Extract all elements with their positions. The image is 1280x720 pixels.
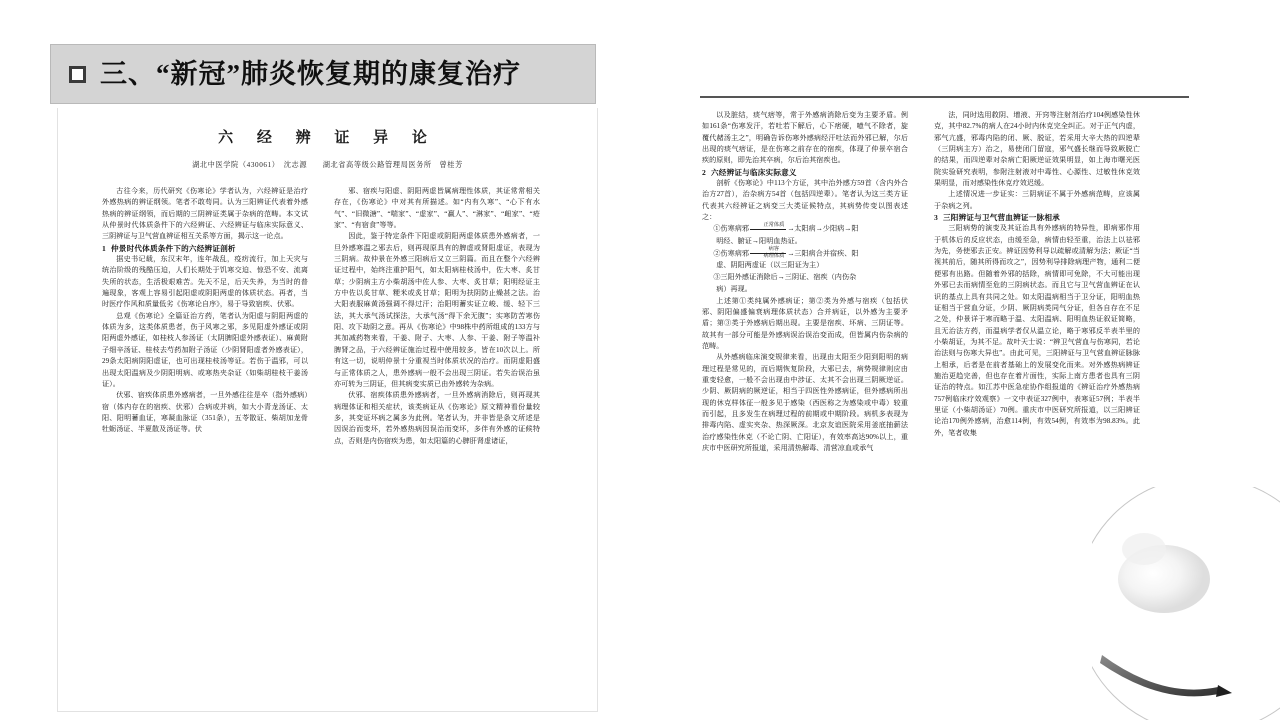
square-outline-icon — [69, 66, 86, 83]
page-title: 三、“新冠”肺炎恢复期的康复治疗 — [100, 58, 521, 89]
article-paragraph: 伏邪、宿疾体质患外感病者，一旦外感病消除后，则再现其病理体证和相关症状，该类病证从《伤寒论》原文精神看份量较多，其变证坏病之属多为此例。笔者认为，并非皆是条文所述是因误治而变坏，若外感热病因误治而变坏，多伴有外感的证候特点，否则是内伤宿疾为患，如太阳篇的心脾肝肾虚诸证， — [334, 391, 540, 445]
article-paragraph: 上述情况进一步证实：三阴病证不属于外感病范畴，应该属于杂病之列。 — [934, 190, 1140, 210]
left-page-column-1 — [102, 186, 308, 436]
section-heading-text: 三阳辨证与卫气营血辨证一脉相承 — [943, 213, 1060, 223]
right-page-column-2 — [934, 110, 1140, 439]
article-paragraph: 因此，鉴于特定条件下阳虚或阴阳两虚体质患外感病者，一旦外感寒温之邪去后，则再现原具有的脾虚或肾阳虚证，表现为三阴病。故仲景在外感三阳病后又立三阴篇。而且在整个六经辨证过程中，始终注重护阳气，如太阳病桂枝汤中，佐大枣、炙甘草；少阴病主方小柴胡汤中佐人参、大枣、炙甘草；阳明经证主方中佐以炙甘草、粳米或炙甘草；阳明为扶阴防止燥甚之法。治大阳表服麻黄汤强调不得过汗；治阳明蓄实证立峻、缓、轻下三法，其大承气汤试探法，大承气汤“得下余无腹”；实寒防苦寒伤阳、攻下劫阴之意。再从《伤寒论》中98株中药所组成的133方与其加减药物来看，干姜、附子、大枣、人参、干姜、附子等温补脾肾之品，于六经辨证施治过程中使用较多，皆在10次以上。所有这一切，说明仲景十分重视当时体质状况的治疗。而阴虚阳盛与正常体质之人，患外感病一般不会出现三阴证。若失治误治虽亦可转为三阴证，但其病变实质已由外感转为杂病。 — [334, 232, 540, 388]
article-title: 六 经 辨 证 异 论 — [218, 130, 437, 146]
article-paragraph: 三阳病势的演变及其证治具有外感病的特异性，即病邪作用于机体后的反应状态，由缓至急，病情由轻至重，治法上以祛邪为先，务使邪去正安。辨证因势利导以疏解或清解为法；厥证“当视其前后，随其所得而攻之”，因势利导排除病理产物，通利二便便邪有出路。但随着外邪的括除，病情即可免除，不大可能出现外邪已去而病情至危的三阴病状态。而且它与卫气营血辨证在认识的基点上具有共同之处。如太阳温病相当于卫分证，阳明血热证相当于营血分证，少阴、厥阴病类同气分证，但各自存在不足之处，仲景详于寒而略于温、太阳温病、阳明血热证叙证简略，且无治法方药，而温病学者仅从温立论，略于寒邪反半表半里的小柴胡证，为其不足。故叶天士说：“辨卫气营血与伤寒同，若论治法则与伤寒大异也”。由此可见，三阳辨证与卫气营血辨证脉脉上相承，后者是在前者基础上的发展变化而来。对外感热病辨证施治更趋完善，但也存在着片面性，实际上南方患者也具有三阴证治的特点。如江苏中医急症协作组报道的《辨证治疗外感热病757例临床疗效观察》一文中表证327例中，表寒证57例；半表半里证（小柴胡汤证）70例。重庆市中医研究所报道，以三阳辨证论治170例外感病，治愈114例，有效54例，有效率为98.83%。此外，笔者收集 — [934, 224, 1140, 437]
formula-line: ①伤寒病邪 正常体质 → 太阳病→少阳病→阳 — [713, 221, 859, 234]
formula-line: ③三阳外感证消除后→三阴证、宿疾（内伤杂 — [713, 273, 857, 282]
left-page-column-2 — [334, 186, 540, 447]
section-number: 3 — [934, 213, 938, 223]
section-heading — [102, 243, 308, 254]
section-number: 1 — [102, 243, 106, 253]
article-paragraph: 从外感病临床演变规律来看，出现由太阳至少阳到阳明的病理过程是常见的，而后期恢复阶段，大邪已去，病势规律则应由重变轻愈，一般不会出现由中涉证、太其不会出现三阴厥逆证。少阴、厥阴病的厥逆证，相当于四医性外感病证，但外感病所出现的休克样体征一般多见于感染（西医称之为感染或中毒）较重而引起，且多发生在病理过程的前期或中期阶段。病机多表现为排毒内陷、虚实夹杂、热深厥深。北京友谊医院采用釜底抽薪法治疗感染性休克（不论亡阴、亡阳证），有效率高达90%以上，重庆市中医研究所报道，采用清热解毒、清营凉血或承气 — [702, 353, 908, 453]
article-paragraph: 伏邪、宿疾体质患外感病者，一旦外感往往是卒（指外感病）宿（体内存在的宿疾、伏邪）合病或并病，如大小青龙汤证、太阳、阳明蓄血证，寒凝血脉证（351条），五苓散证、柴胡加龙骨牡蛎汤证、半夏散及汤证等。伏 — [102, 391, 308, 434]
formula-fraction: 正常体质 — [750, 223, 786, 235]
section-heading-text: 六经辨证与临床实际意义 — [711, 167, 797, 177]
section-heading — [702, 167, 908, 178]
article-paragraph: 剖析《伤寒论》中113个方证，其中治外感方59首（含内外合治方27首），治杂病方54首（包括四逆辈）。笔者认为这三类方证代表其六经辨证之病变三大类证候特点，其病势传变以图表述之： — [702, 179, 908, 222]
page-top-rule — [700, 96, 1189, 98]
formula-line: ②伤寒病邪 $\frac{\text{病客}}{\text{病理体质}}$ → 三阳病合并宿疾、阳 — [713, 246, 859, 259]
slide-title-bar — [50, 44, 596, 104]
article-paragraph: 据史书记载，东汉末年，连年战乱，疫疠流行，加上天灾与统治阶级的残酷压迫，人们长期处于饥寒交迫、惊恐不安、流离失所的状态，生活极艰难苦。先天不足，后天失养，为当时的普遍现象，客观上容易引起阳虚或阴阳两虚的体质状态。再者，当时医疗作风和质量低劣《伤寒论自序》，易于导致宿疾、伏邪。 — [102, 255, 308, 309]
article-paragraph: 总观《伤寒论》全篇证治方药，笔者认为阳虚与阴阳两虚的体质为多，这类体质患者，伤于风寒之邪，多见阳虚外感证或阴阳两虚外感证，如桂枝人参汤证（太阴脾阳虚外感表证）、麻黄附子细辛汤证、桂枝去芍药加附子汤证（少阴肾阳虚者外感表证），29条太阳病阴阳虚证，也可出现桂枝汤等证。若伤于温邪，可以出现太阳温病及少阴阳明病、或寒热夹杂证（如柴胡桂枝干姜汤证）。 — [102, 311, 308, 388]
formula-line: 病）再现。 — [716, 284, 752, 293]
article-paragraph: 邪、宿疾与阳虚、阴阳两虚皆属病理性体质，其证常常相关存在，《伤寒论》中对其有所描述。如“内有久寒”、“心下有水气”、“旧微溏”、“喘家”、“虚家”、“羸人”、“淋家”、“衄家”、“疮家”、“有宿食”等等。 — [334, 187, 540, 230]
right-page-column-1 — [702, 110, 908, 454]
formula-line: 明经、腑证→阳明血热证。 — [716, 236, 802, 245]
article-paragraph: 法，同时选用救阴、增液、开窍等注射剂治疗104例感染性休克，其中82.7%的病人在24小时内休克完全纠正。对于正气内虚，邪气亢盛，邪毒内陷的闭、厥、脱证，若采用大辛大热的四逆辈（三阴病主方）治之，易使闭门留寇，邪气盛长继而导致厥脱亡的结果，而四逆辈对杂病亡阳厥逆证效果明显，如上海市曙光医院实验研究表明，参附注射液对中毒性、心源性、过敏性休克效果明显，而对感染性休克疗效迟缓。 — [934, 111, 1140, 188]
section-heading — [934, 212, 1140, 223]
scanned-page-left — [57, 108, 598, 712]
formula-fraction: $\frac{\text{病客}}{\text{病理体质}}$ — [750, 247, 786, 259]
scanned-page-right — [700, 96, 1192, 716]
article-paragraph: 以及脏结，痰气痞等，常于外感病消除后变为主要矛盾。例如161条“伤寒发汗，若吐若下解后，心下痞硬，噫气不除者，旋覆代赭汤主之”，明确告诉伤寒外感病经汗吐法而外邪已解，尔后出现的痰气痞证，是在伤寒之前存在的宿疾，体现了仲景卒宿合疾的原则，即先治其卒病，尔后治其宿疾也。 — [702, 111, 908, 165]
article-paragraph: 古往今来，历代研究《伤寒论》学者认为，六经辨证是治疗外感热病的辨证纲领。笔者不敢苟同。认为三阳辨证代表着外感热病的辨证纲领，而后期的三阴辨证类属于杂病的范畴。本文试从仲景时代体质条件下的六经辨证、六经辨证与临床实际意义、三阴辨证与卫气营血辨证相互关系等方面，揭示这一论点。 — [102, 187, 308, 241]
section-heading-text: 仲景时代体质条件下的六经辨证剖析 — [111, 243, 236, 253]
article-authors: 湖北中医学院（430061） 沈志源 湖北省高等级公路管理局医务所 曾桂芳 — [192, 161, 463, 169]
formula-line: 虚、阴阳两虚证（以三阳证为主） — [716, 261, 824, 270]
article-paragraph: 上述第①类纯属外感病证；第②类为外感与宿疾（包括伏邪、阴阳偏盛偏衰病理体质状态）合并病证，以外感为主要矛盾；第③类于外感病后期出现。主要是宿疾、坏病、三阴证等。故其有一部分可能是外感病误治误治变而成，但皆属内伤杂病的范畴。 — [702, 296, 908, 351]
section-number: 2 — [702, 167, 706, 177]
